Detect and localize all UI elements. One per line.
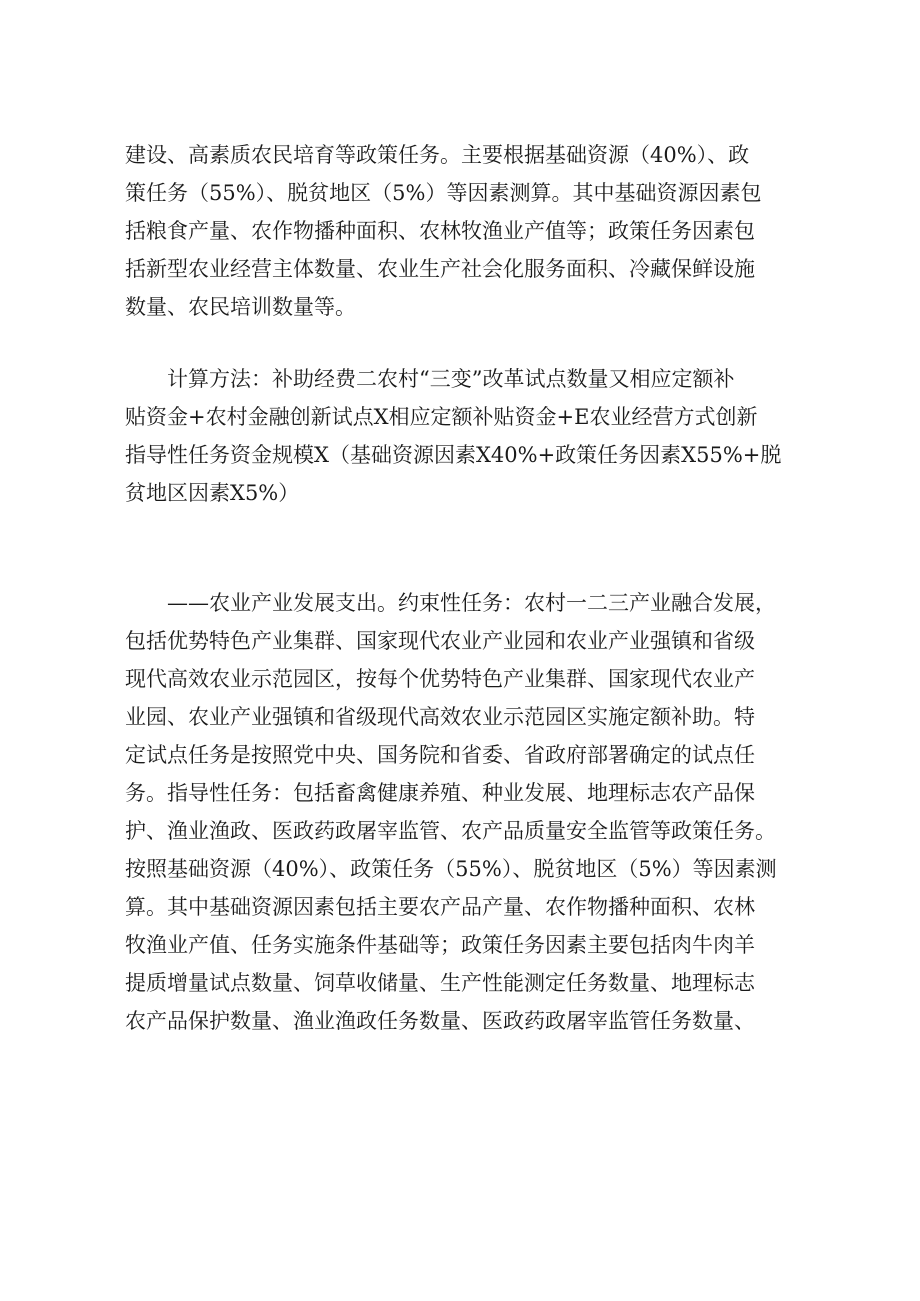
paragraph-calculation-method (125, 360, 805, 512)
text-line: 包括优势特色产业集群、国家现代农业产业园和农业产业强镇和省级 (125, 629, 755, 653)
text-line: 指导性任务资金规模X（基础资源因素X40%+政策任务因素X55%+脱 (125, 443, 782, 467)
text-line: 提质增量试点数量、饲草收储量、生产性能测定任务数量、地理标志 (125, 971, 755, 995)
text-line: 策任务（55%）、脱贫地区（5%）等因素测算。其中基础资源因素包 (125, 181, 762, 205)
text-line: 贫地区因素X5%） (125, 481, 300, 505)
text-line: 现代高效农业示范园区，按每个优势特色产业集群、国家现代农业产 (125, 667, 755, 691)
paragraph-industry-development (125, 584, 805, 1040)
text-line: 务。指导性任务：包括畜禽健康养殖、种业发展、地理标志农产品保 (125, 781, 755, 805)
text-line: ——农业产业发展支出。约束性任务：农村一二三产业融合发展， (167, 591, 776, 615)
text-line: 定试点任务是按照党中央、国务院和省委、省政府部署确定的试点任 (125, 743, 755, 767)
text-line: 业园、农业产业强镇和省级现代高效农业示范园区实施定额补助。特 (125, 705, 755, 729)
text-line: 按照基础资源（40%）、政策任务（55%）、脱贫地区（5%）等因素测 (125, 857, 777, 881)
text-line: 贴资金+农村金融创新试点X相应定额补贴资金+E农业经营方式创新 (125, 405, 758, 429)
paragraph-basic-services (125, 136, 805, 326)
text-line: 牧渔业产值、任务实施条件基础等；政策任务因素主要包括肉牛肉羊 (125, 933, 755, 957)
text-line: 农产品保护数量、渔业渔政任务数量、医政药政屠宰监管任务数量、 (125, 1009, 755, 1033)
text-line: 括新型农业经营主体数量、农业生产社会化服务面积、冷藏保鲜设施 (125, 257, 755, 281)
text-line: 计算方法：补助经费二农村“三变”改革试点数量又相应定额补 (167, 367, 735, 391)
text-line: 护、渔业渔政、医政药政屠宰监管、农产品质量安全监管等政策任务。 (125, 819, 776, 843)
text-line: 算。其中基础资源因素包括主要农产品产量、农作物播种面积、农林 (125, 895, 755, 919)
text-line: 建设、高素质农民培育等政策任务。主要根据基础资源（40%）、政 (125, 143, 750, 167)
text-line: 括粮食产量、农作物播种面积、农林牧渔业产值等；政策任务因素包 (125, 219, 755, 243)
text-line: 数量、农民培训数量等。 (125, 295, 356, 319)
